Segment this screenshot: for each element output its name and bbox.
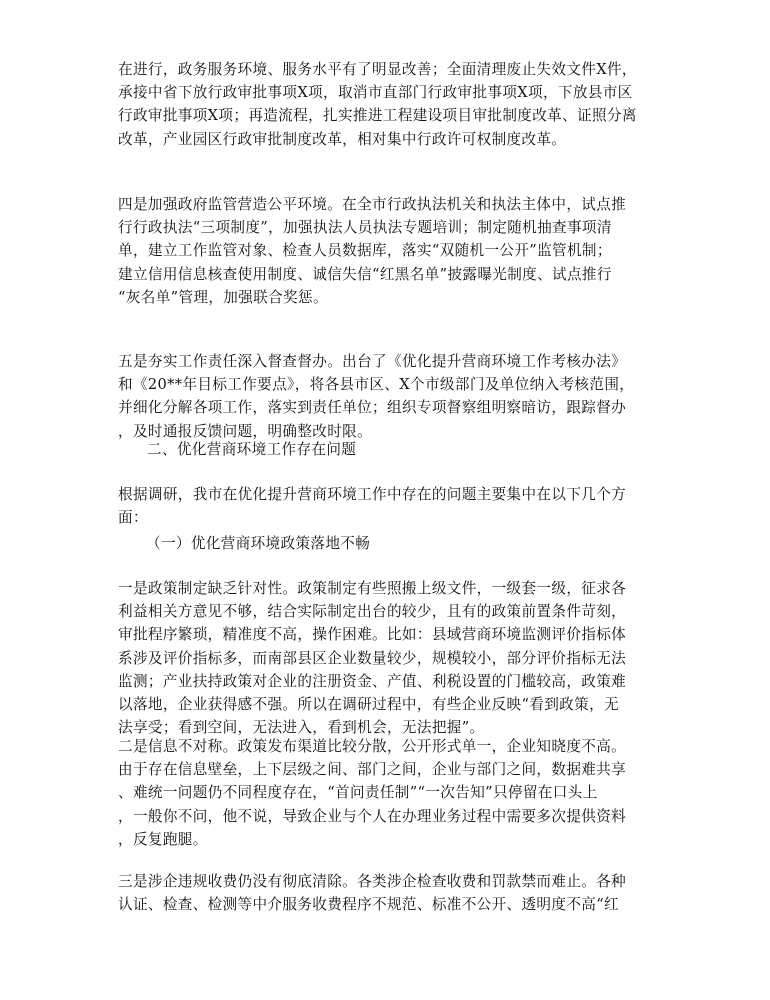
text-line: 建立信用信息核查使用制度、诚信失信“红黑名单”披露曝光制度、试点推行 — [118, 265, 612, 283]
text-line: “灰名单”管理，加强联合奖惩。 — [118, 288, 328, 306]
text-line: 并细化分解各项工作，落实到责任单位；组织专项督察组明察暗访，跟踪督办 — [118, 399, 627, 417]
text-line: 由于存在信息壁垒，上下层级之间、部门之间，企业与部门之间，数据难共享 — [118, 761, 627, 779]
text-line: 四是加强政府监管营造公平环境。在全市行政执法机关和执法主体中，试点推 — [118, 196, 627, 213]
text-line: ，一般你不问，他不说，导致企业与个人在办理业务过程中需要多次提供资料 — [118, 807, 627, 825]
text-line: ，及时通报反馈问题，明确整改时限。 — [118, 422, 373, 440]
text-line: 改革，产业园区行政审批制度改革，相对集中行政许可权制度改革。 — [118, 130, 567, 148]
text-line: 监测；产业扶持政策对企业的注册资金、产值、利税设置的门槛较高，政策难 — [118, 672, 627, 690]
text-line: 面： — [118, 509, 148, 527]
paragraph-government-supervision — [118, 193, 678, 309]
text-line: 承接中省下放行政审批事项X项，取消市直部门行政审批事项X项，下放县市区 — [118, 84, 633, 102]
text-line: 行行政执法“三项制度”，加强执法人员执法专题培训；制定随机抽查事项清 — [118, 219, 612, 237]
text-line: 和《20**年目标工作要点》，将各县市区、X个市级部门及单位纳入考核范围， — [118, 376, 635, 394]
text-line: 利益相关方意见不够，结合实际制定出台的较少，且有的政策前置条件苛刻， — [118, 603, 627, 621]
text-line: 五是夯实工作责任深入督查督办。出台了《优化提升营商环境工作考核办法》 — [118, 353, 627, 370]
paragraph-administrative-reform — [118, 58, 678, 151]
text-line: 系涉及评价指标多，而南部县区企业数量较少，规模较小，部分评价指标无法 — [118, 649, 627, 667]
text-line: 法享受；看到空间，无法进入，看到机会，无法把握”。 — [118, 719, 485, 737]
paragraph-information-asymmetry — [118, 735, 678, 851]
text-line: 在进行，政务服务环境、服务水平有了明显改善；全面清理废止失效文件X件， — [118, 61, 637, 78]
text-line: 根据调研，我市在优化提升营商环境工作中存在的问题主要集中在以下几个方 — [118, 486, 627, 503]
text-line: 单，建立工作监管对象、检查人员数据库，落实“双随机一公开”监管机制； — [118, 242, 612, 260]
text-line: 审批程序繁琐，精准度不高，操作困难。比如：县域营商环境监测评价指标体 — [118, 626, 627, 644]
subsection-heading-policy: （一）优化营商环境政策落地不畅 — [146, 535, 371, 552]
text-line: 行政审批事项X项；再造流程，扎实推进工程建设项目审批制度改革、证照分离 — [118, 107, 637, 125]
text-line: ，反复跑腿。 — [118, 830, 208, 848]
paragraph-research-intro — [118, 483, 678, 529]
text-line: 、难统一问题仍不同程度存在，“首问责任制”“一次告知”只停留在口头上 — [118, 784, 598, 802]
paragraph-work-responsibility — [118, 350, 678, 443]
section-heading-problems: 二、优化营商环境工作存在问题 — [147, 441, 357, 458]
text-line: 认证、检查、检测等中介服务收费程序不规范、标准不公开、透明度不高“红 — [118, 896, 619, 914]
text-line: 三是涉企违规收费仍没有彻底清除。各类涉企检查收费和罚款禁而难止。各种 — [118, 873, 627, 890]
text-line: 一是政策制定缺乏针对性。政策制定有些照搬上级文件，一级套一级，征求各 — [118, 580, 627, 597]
text-line: 以落地，企业获得感不强。所以在调研过程中，有些企业反映“看到政策，无 — [118, 696, 619, 714]
paragraph-illegal-fees — [118, 870, 678, 916]
paragraph-policy-targeting — [118, 577, 678, 739]
text-line: 二是信息不对称。政策发布渠道比较分散，公开形式单一，企业知晓度不高。 — [118, 738, 627, 755]
